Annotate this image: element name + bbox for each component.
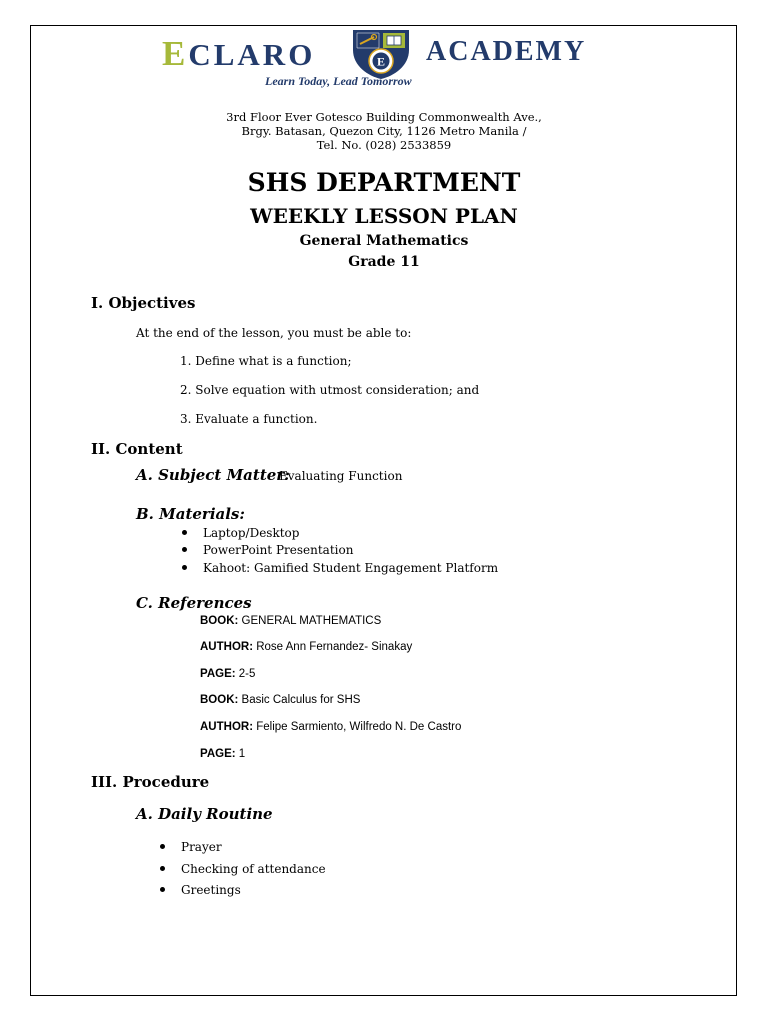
plan-title: WEEKLY LESSON PLAN xyxy=(250,204,518,228)
academy-shield-icon xyxy=(348,28,414,80)
reference-entry: PAGE: 1 xyxy=(200,748,246,760)
objectives-heading: I. Objectives xyxy=(91,294,196,312)
routine-item: Checking of attendance xyxy=(160,862,326,876)
bullet-icon xyxy=(160,844,165,849)
materials-label: B. Materials: xyxy=(136,505,245,523)
reference-entry: BOOK: Basic Calculus for SHS xyxy=(200,694,361,706)
objective-item: 1. Define what is a function; xyxy=(180,354,352,368)
objective-item: 3. Evaluate a function. xyxy=(180,412,318,426)
tagline: Learn Today, Lead Tomorrow xyxy=(265,74,412,88)
address-line-3: Tel. No. (028) 2533859 xyxy=(316,138,452,152)
bullet-icon xyxy=(160,866,165,871)
address-line-1: 3rd Floor Ever Gotesco Building Commonwealth Ave., xyxy=(226,110,542,124)
procedure-heading: III. Procedure xyxy=(91,773,210,791)
material-item: Laptop/Desktop xyxy=(182,526,299,540)
objective-item: 2. Solve equation with utmost consideration; and xyxy=(180,383,480,397)
reference-entry: BOOK: GENERAL MATHEMATICS xyxy=(200,615,382,627)
bullet-icon xyxy=(182,565,187,570)
material-item: PowerPoint Presentation xyxy=(182,543,353,557)
reference-entry: AUTHOR: Rose Ann Fernandez- Sinakay xyxy=(200,641,413,653)
routine-item: Greetings xyxy=(160,883,241,897)
grade-title: Grade 11 xyxy=(348,254,420,270)
subject-matter-label: A. Subject Matter: xyxy=(136,466,290,484)
references-label: C. References xyxy=(136,594,252,612)
content-heading: II. Content xyxy=(91,440,183,458)
subject-title: General Mathematics xyxy=(299,233,469,249)
reference-entry: PAGE: 2-5 xyxy=(200,668,256,680)
reference-entry: AUTHOR: Felipe Sarmiento, Wilfredo N. De Castro xyxy=(200,721,462,733)
objectives-intro: At the end of the lesson, you must be able to: xyxy=(136,326,412,340)
material-item: Kahoot: Gamified Student Engagement Platform xyxy=(182,561,498,575)
svg-text:E: E xyxy=(376,54,386,69)
bullet-icon xyxy=(160,887,165,892)
subject-matter-value: Evaluating Function xyxy=(279,469,403,483)
bullet-icon xyxy=(182,547,187,552)
daily-routine-label: A. Daily Routine xyxy=(136,805,273,823)
address-line-2: Brgy. Batasan, Quezon City, 1126 Metro Manila / xyxy=(241,124,527,138)
routine-item: Prayer xyxy=(160,840,222,854)
department-title: SHS DEPARTMENT xyxy=(247,168,521,197)
bullet-icon xyxy=(182,530,187,535)
logo-text-left: ECLARO xyxy=(162,34,316,73)
logo-text-right: ACADEMY xyxy=(426,36,587,67)
